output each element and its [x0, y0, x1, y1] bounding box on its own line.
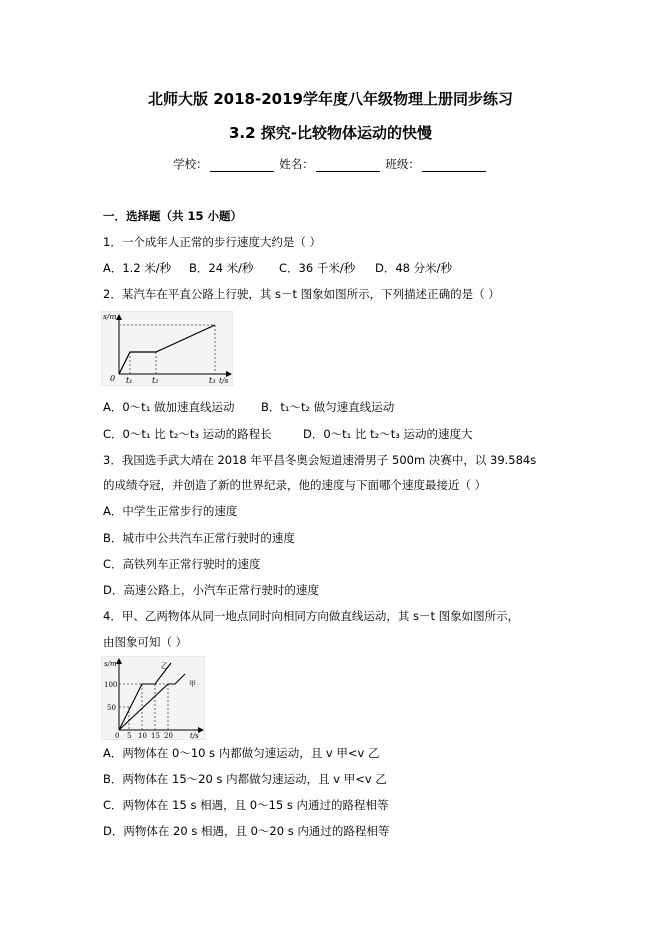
q4-label-yi: 乙	[161, 662, 168, 670]
q2-option-d[interactable]: D．0～t₁ 比 t₂～t₃ 运动的速度大	[303, 427, 473, 441]
q4-y-tick-100: 100	[104, 681, 118, 689]
q3-stem-line1: 3．我国选手武大靖在 2018 年平昌冬奥会短道速滑男子 500m 决赛中，以 39.584s	[103, 453, 537, 467]
q3-option-b[interactable]: B．城市中公共汽车正常行驶时的速度	[103, 531, 295, 545]
student-info-row	[0, 156, 661, 172]
q1-stem: 1．一个成年人正常的步行速度大约是（ ）	[103, 235, 321, 249]
q2-t1-label: t₁	[126, 376, 133, 385]
q1-option-a[interactable]: A．1.2 米/秒	[103, 261, 172, 275]
section-title: 一．选择题（共 15 小题）	[103, 209, 243, 223]
q4-option-a[interactable]: A．两物体在 0～10 s 内都做匀速运动，且 v 甲<v 乙	[103, 746, 380, 760]
q2-options-row1	[103, 399, 394, 415]
q2-option-c[interactable]: C．0～t₁ 比 t₂～t₃ 运动的路程长	[103, 427, 272, 441]
q4-label-jia: 甲	[189, 680, 196, 688]
q4-option-b[interactable]: B．两物体在 15～20 s 内都做匀速运动，且 v 甲<v 乙	[103, 772, 387, 786]
q2-y-label: s/m	[103, 312, 117, 321]
q3-option-a[interactable]: A．中学生正常步行的速度	[103, 504, 238, 518]
name-label: 姓名：	[279, 157, 314, 171]
q4-x-tick-15: 15	[151, 732, 160, 740]
q4-stem-line2: 由图象可知（ ）	[103, 635, 188, 649]
q3-option-d[interactable]: D．高速公路上，小汽车正常行驶时的速度	[103, 583, 319, 597]
q1-option-c[interactable]: C．36 千米/秒	[279, 261, 356, 275]
q4-stem-line1: 4．甲、乙两物体从同一地点同时向相同方向做直线运动，其 s－t 图象如图所示，	[103, 609, 520, 623]
q2-options-row2	[103, 426, 473, 442]
school-field[interactable]	[210, 159, 274, 172]
q2-option-a[interactable]: A．0～t₁ 做加速直线运动	[103, 400, 235, 414]
q4-option-d[interactable]: D．两物体在 20 s 相遇，且 0～20 s 内通过的路程相等	[103, 824, 390, 838]
q4-y-label: s/m	[104, 660, 117, 668]
q3-stem-line2: 的成绩夺冠，并创造了新的世界纪录，他的速度与下面哪个速度最接近（ ）	[103, 478, 487, 492]
q2-stem: 2．某汽车在平直公路上行驶，其 s－t 图象如图所示，下列描述正确的是（ ）	[103, 287, 500, 301]
q4-x-label: t/s	[190, 732, 199, 740]
q3-option-c[interactable]: C．高铁列车正常行驶时的速度	[103, 557, 261, 571]
q4-x-tick-10: 10	[138, 732, 147, 740]
q2-t3-label: t₃	[209, 376, 216, 385]
q4-y-tick-50: 50	[107, 704, 116, 712]
q2-x-label: t/s	[219, 376, 229, 385]
q2-graph-background	[101, 311, 233, 386]
lesson-subtitle: 3.2 探究-比较物体运动的快慢	[228, 124, 433, 142]
q4-x-tick-0: 0	[115, 732, 120, 740]
q4-st-graph	[101, 656, 205, 740]
q4-x-tick-5: 5	[127, 732, 132, 740]
q1-options	[103, 260, 452, 276]
worksheet-title: 北师大版 2018-2019学年度八年级物理上册同步练习	[148, 90, 513, 108]
q4-x-tick-20: 20	[164, 732, 173, 740]
q2-origin: 0	[110, 374, 116, 383]
q1-option-b[interactable]: B．24 米/秒	[189, 261, 254, 275]
class-label: 班级：	[385, 157, 420, 171]
q2-option-b[interactable]: B．t₁～t₂ 做匀速直线运动	[261, 400, 395, 414]
q4-option-c[interactable]: C．两物体在 15 s 相遇，且 0～15 s 内通过的路程相等	[103, 798, 389, 812]
school-label: 学校：	[173, 157, 208, 171]
q2-t2-label: t₂	[152, 376, 159, 385]
q2-st-graph	[101, 311, 233, 386]
q1-option-d[interactable]: D．48 分米/秒	[375, 261, 453, 275]
class-field[interactable]	[422, 159, 486, 172]
name-field[interactable]	[316, 159, 380, 172]
